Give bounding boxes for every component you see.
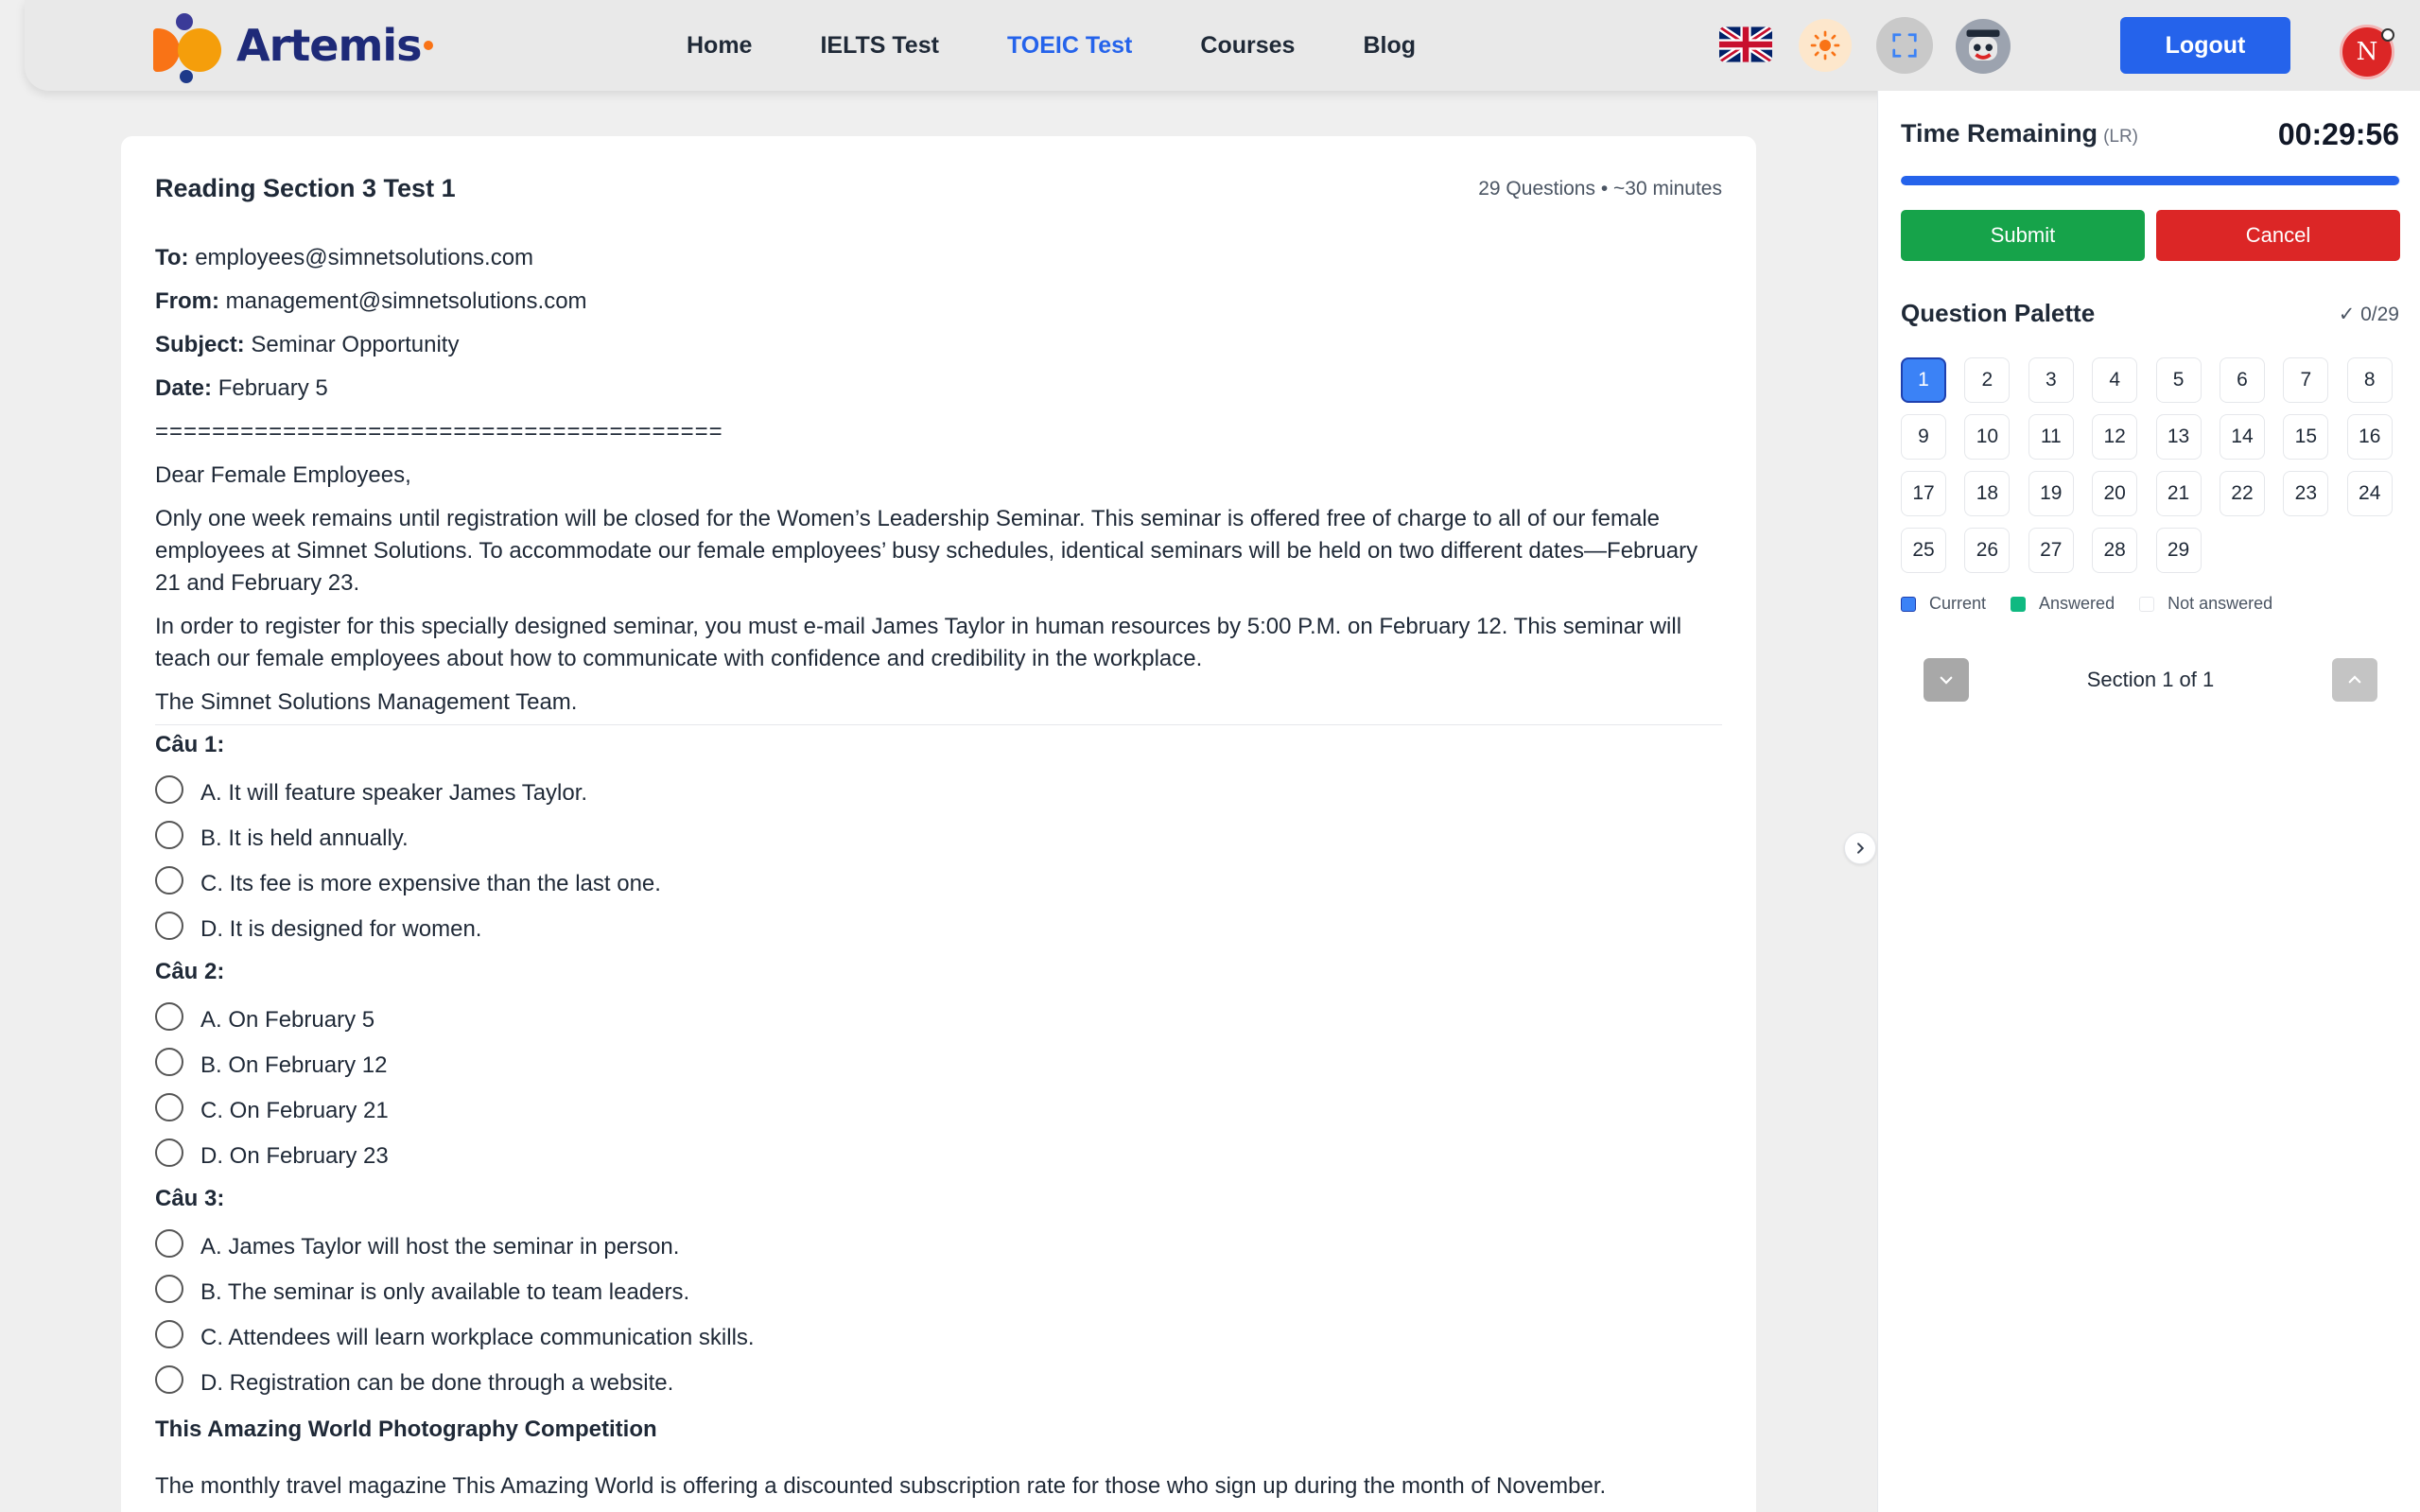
not-answered-swatch: [2139, 597, 2154, 612]
next-passage-heading: This Amazing World Photography Competition: [155, 1416, 657, 1442]
palette-question-18[interactable]: 18: [1964, 471, 2010, 516]
nav-home[interactable]: Home: [687, 31, 753, 59]
brand-name: Artemis: [236, 20, 422, 71]
robot-icon: [1959, 23, 2007, 70]
timer: 00:29:56: [2277, 117, 2399, 151]
time-remaining-sub: (LR): [2103, 127, 2139, 147]
current-swatch: [1901, 597, 1916, 612]
test-title: Reading Section 3 Test 1: [155, 174, 456, 202]
palette-question-26[interactable]: 26: [1964, 528, 2010, 573]
palette-question-23[interactable]: 23: [2283, 471, 2328, 516]
palette-question-22[interactable]: 22: [2220, 471, 2265, 516]
uk-flag-icon[interactable]: [1719, 21, 1772, 68]
section-prev-button[interactable]: [1924, 658, 1969, 702]
email-date: Date: February 5: [155, 375, 328, 401]
question-2-label: Câu 2:: [155, 959, 225, 984]
question-3-label: Câu 3:: [155, 1186, 225, 1211]
radio-button[interactable]: [155, 1002, 183, 1031]
email-signoff: The Simnet Solutions Management Team.: [155, 689, 578, 715]
question-palette: [1901, 357, 2411, 573]
fullscreen-icon: [1890, 31, 1919, 60]
chevron-down-icon: [1938, 671, 1955, 688]
palette-question-6[interactable]: 6: [2220, 357, 2265, 403]
chevron-right-icon: [1853, 841, 1868, 856]
palette-question-1[interactable]: 1: [1901, 357, 1946, 403]
answered-count: ✓ 0/29: [2338, 304, 2399, 325]
email-separator: ========================================: [155, 419, 723, 444]
radio-button[interactable]: [155, 775, 183, 804]
email-subject: Subject: Seminar Opportunity: [155, 332, 460, 357]
radio-button[interactable]: [155, 1365, 183, 1394]
cancel-button[interactable]: Cancel: [2156, 210, 2400, 261]
palette-question-5[interactable]: 5: [2156, 357, 2202, 403]
palette-question-16[interactable]: 16: [2347, 414, 2393, 460]
palette-question-4[interactable]: 4: [2092, 357, 2137, 403]
artemis-logo-icon: [153, 11, 225, 79]
nav-courses[interactable]: Courses: [1200, 31, 1296, 59]
palette-question-14[interactable]: 14: [2220, 414, 2265, 460]
time-remaining-label: Time Remaining (LR): [1901, 119, 2139, 148]
time-progress-bar: [1901, 176, 2400, 185]
sun-icon: [1810, 30, 1840, 61]
email-to: To: employees@simnetsolutions.com: [155, 245, 534, 270]
divider: [155, 724, 1722, 725]
nav-blog[interactable]: Blog: [1363, 31, 1416, 59]
radio-button[interactable]: [155, 1093, 183, 1121]
palette-question-9[interactable]: 9: [1901, 414, 1946, 460]
chevron-up-icon: [2346, 671, 2363, 688]
palette-question-11[interactable]: 11: [2028, 414, 2074, 460]
question-3-option-c[interactable]: C. Attendees will learn workplace communication skills.: [155, 1315, 1722, 1361]
section-label: Section 1 of 1: [2086, 668, 2215, 691]
question-3-option-d[interactable]: D. Registration can be done through a website.: [155, 1361, 1722, 1406]
email-paragraph-1: Only one week remains until registration will be closed for the Women’s Leadership Seminar. This seminar is offered free of charge to all of our female employees at Simnet Solutions. To accommodate our female employees’ busy schedules, identical seminars will be held on two different dates—February 21 and February 23.: [155, 506, 1698, 596]
radio-button[interactable]: [155, 1048, 183, 1076]
palette-question-2[interactable]: 2: [1964, 357, 2010, 403]
palette-question-13[interactable]: 13: [2156, 414, 2202, 460]
radio-button[interactable]: [155, 1229, 183, 1258]
main-nav: [687, 0, 1416, 91]
time-progress-fill: [1901, 176, 2399, 185]
palette-question-17[interactable]: 17: [1901, 471, 1946, 516]
collapse-panel-button[interactable]: [1844, 832, 1876, 864]
email-from: From: management@simnetsolutions.com: [155, 288, 587, 314]
question-1-option-c[interactable]: C. Its fee is more expensive than the last one.: [155, 861, 1722, 907]
passage: [155, 242, 1722, 1503]
palette-question-28[interactable]: 28: [2092, 528, 2137, 573]
palette-question-12[interactable]: 12: [2092, 414, 2137, 460]
top-navbar: [25, 0, 2420, 91]
palette-question-24[interactable]: 24: [2347, 471, 2393, 516]
question-2-option-b[interactable]: B. On February 12: [155, 1043, 1722, 1088]
palette-question-15[interactable]: 15: [2283, 414, 2328, 460]
radio-button[interactable]: [155, 912, 183, 940]
palette-question-3[interactable]: 3: [2028, 357, 2074, 403]
test-meta: 29 Questions • ~30 minutes: [1478, 178, 1722, 200]
mascot-avatar[interactable]: [1956, 19, 2011, 74]
palette-question-7[interactable]: 7: [2283, 357, 2328, 403]
palette-question-21[interactable]: 21: [2156, 471, 2202, 516]
question-1-label: Câu 1:: [155, 732, 225, 757]
radio-button[interactable]: [155, 866, 183, 895]
palette-question-20[interactable]: 20: [2092, 471, 2137, 516]
question-3-option-b[interactable]: B. The seminar is only available to team leaders.: [155, 1270, 1722, 1315]
radio-button[interactable]: [155, 1275, 183, 1303]
submit-button[interactable]: Submit: [1901, 210, 2145, 261]
radio-button[interactable]: [155, 1320, 183, 1348]
question-1-option-a[interactable]: A. It will feature speaker James Taylor.: [155, 771, 1722, 816]
nav-ielts-test[interactable]: IELTS Test: [820, 31, 939, 59]
palette-question-27[interactable]: 27: [2028, 528, 2074, 573]
email-paragraph-2: In order to register for this specially designed seminar, you must e-mail James Taylor in human resources by 5:00 P.M. on February 12. This seminar will teach our female employees about how to communicate with confidence and credibility in the workplace.: [155, 614, 1682, 671]
section-next-button[interactable]: [2332, 658, 2377, 702]
palette-legend: Current Answered Not answered: [1901, 594, 2297, 614]
brand-logo[interactable]: [153, 11, 433, 79]
side-panel: [1877, 91, 2420, 1512]
question-2-option-d[interactable]: D. On February 23: [155, 1134, 1722, 1179]
next-passage-text: The monthly travel magazine This Amazing World is offering a discounted subscription rate for those who sign up during the month of November.: [155, 1473, 1607, 1499]
question-1-option-d[interactable]: D. It is designed for women.: [155, 907, 1722, 952]
question-palette-title: Question Palette: [1901, 299, 2096, 327]
palette-question-10[interactable]: 10: [1964, 414, 2010, 460]
brand-dot: [424, 41, 433, 50]
radio-button[interactable]: [155, 1138, 183, 1167]
user-avatar[interactable]: N: [2340, 25, 2394, 79]
question-2-option-a[interactable]: A. On February 5: [155, 998, 1722, 1043]
fullscreen-button[interactable]: [1876, 17, 1933, 74]
question-3-option-a[interactable]: A. James Taylor will host the seminar in person.: [155, 1225, 1722, 1270]
palette-question-19[interactable]: 19: [2028, 471, 2074, 516]
answered-swatch: [2011, 597, 2026, 612]
nav-toeic-test[interactable]: TOEIC Test: [1006, 31, 1133, 59]
question-1-option-b[interactable]: B. It is held annually.: [155, 816, 1722, 861]
question-2-option-c[interactable]: C. On February 21: [155, 1088, 1722, 1134]
radio-button[interactable]: [155, 821, 183, 849]
theme-toggle[interactable]: [1799, 19, 1852, 72]
email-greeting: Dear Female Employees,: [155, 462, 411, 488]
palette-question-29[interactable]: 29: [2156, 528, 2202, 573]
palette-question-8[interactable]: 8: [2347, 357, 2393, 403]
logout-button[interactable]: Logout: [2120, 17, 2290, 74]
test-content-card: [121, 136, 1756, 1512]
online-status-dot: [2381, 28, 2394, 42]
palette-question-25[interactable]: 25: [1901, 528, 1946, 573]
